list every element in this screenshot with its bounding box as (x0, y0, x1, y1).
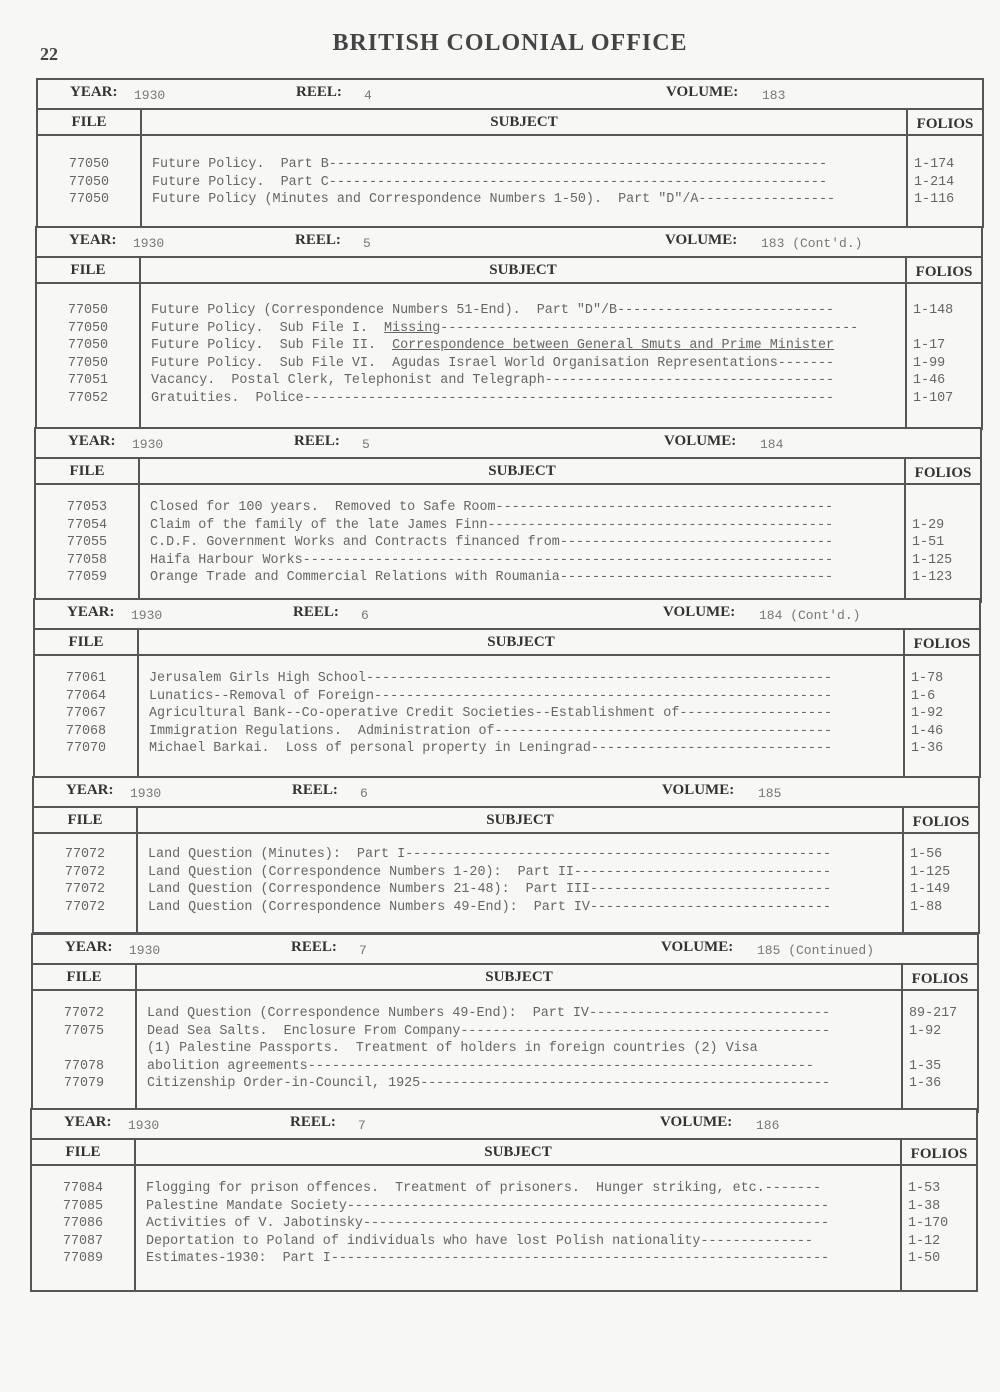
file-numbers-column (32, 1166, 136, 1290)
folio-range: 1-53 (908, 1181, 941, 1196)
subject-entry: Land Question (Correspondence Numbers 49-End): Part IV------------------------------ (148, 899, 832, 915)
file-number: 77089 (62, 1251, 104, 1267)
section-header (35, 226, 983, 256)
volume-label: VOLUME: (665, 232, 738, 248)
folio-range: 1-17 (913, 338, 946, 354)
year-value: 1930 (128, 1118, 160, 1133)
reel-label: REEL: (291, 939, 337, 955)
section-header (33, 598, 981, 628)
subject-entry: Citizenship Order-in-Council, 1925--------------------------------------------------- (147, 1076, 831, 1092)
subject-entry: Future Policy. Part C-------------------------------------------------------------- (152, 174, 827, 190)
reel-value: 6 (360, 786, 368, 801)
file-column-header: FILE (38, 110, 142, 136)
file-number: 77072 (63, 1006, 105, 1021)
file-number: 77086 (62, 1216, 104, 1232)
underlined-subject-text: Correspondence between General Smuts and Prime Minister (392, 338, 835, 354)
subject-column-header: SUBJECT (142, 110, 906, 136)
volume-label: VOLUME: (662, 782, 735, 798)
folios-column-header: FOLIOS (902, 808, 978, 834)
file-number: 77050 (67, 320, 109, 336)
file-column-header: FILE (37, 258, 141, 284)
subject-entry: Future Policy. Part B-------------------------------------------------------------- (152, 157, 827, 172)
folio-range: 1-36 (909, 1076, 942, 1092)
folio-range: 1-214 (914, 174, 955, 190)
reel-value: 7 (358, 1118, 366, 1133)
folio-range: 89-217 (909, 1006, 958, 1021)
volume-label: VOLUME: (660, 1114, 733, 1130)
subject-entry: Agricultural Bank--Co-operative Credit Societies--Establishment of------------------- (149, 706, 833, 722)
section-header (32, 776, 980, 806)
subject-entry: Deportation to Poland of individuals who have lost Polish nationality-------------- (146, 1233, 813, 1249)
folios-column-header: FOLIOS (906, 110, 982, 136)
file-number: 77050 (67, 338, 109, 354)
file-number: 77055 (66, 535, 108, 551)
year-label: YEAR: (64, 1114, 112, 1130)
file-column-header: FILE (36, 459, 140, 485)
subject-entry: Orange Trade and Commercial Relations with Roumania---------------------------------- (150, 570, 834, 586)
folio-range: 1-149 (910, 882, 951, 898)
section-header (30, 1108, 978, 1138)
subject-column-header: SUBJECT (137, 965, 901, 991)
folios-column (900, 1166, 976, 1290)
reel-label: REEL: (294, 433, 340, 449)
subject-entry: Closed for 100 years. Removed to Safe Room------------------------------------------ (150, 500, 834, 515)
reel-label: REEL: (295, 232, 341, 248)
section-header (34, 427, 982, 457)
file-table (34, 457, 982, 603)
volume-label: VOLUME: (664, 433, 737, 449)
volume-section (33, 598, 981, 778)
file-column-header: FILE (35, 630, 139, 656)
subjects-column (142, 136, 906, 226)
volume-value: 183 (762, 88, 786, 103)
subject-entry: Future Policy. Sub File I. Missing---------------------------------------------------- (151, 320, 859, 336)
folio-range: 1-123 (912, 570, 953, 586)
folio-range: 1-148 (913, 303, 954, 318)
reel-value: 4 (364, 88, 372, 103)
folio-range: 1-56 (910, 847, 943, 862)
folio-range: 1-46 (911, 723, 944, 739)
folio-range: 1-78 (911, 671, 944, 686)
subject-entry: Flogging for prison offences. Treatment of prisoners. Hunger striking, etc.------- (146, 1181, 821, 1196)
file-table (36, 108, 984, 228)
subject-entry: Dead Sea Salts. Enclosure From Company---------------------------------------------- (147, 1023, 831, 1039)
subject-column-header: SUBJECT (138, 808, 902, 834)
file-number: 77052 (67, 390, 109, 406)
subject-entry: Palestine Mandate Society------------------------------------------------------------ (146, 1198, 830, 1214)
reel-value: 5 (363, 236, 371, 251)
subject-column-header: SUBJECT (139, 630, 903, 656)
folio-range: 1-29 (912, 517, 945, 533)
file-numbers-column (35, 656, 139, 776)
subject-entry: Future Policy (Correspondence Numbers 51-End). Part "D"/B--------------------------- (151, 303, 835, 318)
folio-range: 1-107 (913, 390, 954, 406)
file-number: 77059 (66, 570, 108, 586)
folios-column (902, 834, 978, 932)
file-numbers-column (34, 834, 138, 932)
volume-section (32, 776, 980, 934)
subject-entry: Michael Barkai. Loss of personal property in Leningrad------------------------------ (149, 741, 833, 757)
volume-label: VOLUME: (666, 84, 739, 100)
subject-column-header: SUBJECT (136, 1140, 900, 1166)
reel-value: 5 (362, 437, 370, 452)
folio-range: 1-51 (912, 535, 945, 551)
subjects-column (136, 1166, 900, 1290)
file-number: 77067 (65, 706, 107, 722)
folio-range (912, 499, 980, 517)
subject-entry: Land Question (Correspondence Numbers 21-48): Part III------------------------------ (148, 882, 832, 898)
volume-value: 186 (756, 1118, 780, 1133)
subject-entry: Jerusalem Girls High School---------------------------------------------------------- (149, 671, 833, 686)
folio-range: 1-174 (914, 157, 955, 172)
subjects-column (139, 656, 903, 776)
folios-column-header: FOLIOS (901, 965, 977, 991)
file-number: 77050 (67, 355, 109, 371)
subject-entry: Gratuities. Police------------------------------------------------------------------ (151, 390, 835, 406)
page-title: BRITISH COLONIAL OFFICE (332, 30, 688, 56)
folio-range: 1-38 (908, 1198, 941, 1214)
volume-label: VOLUME: (661, 939, 734, 955)
file-number: 77050 (68, 174, 110, 190)
volume-label: VOLUME: (663, 604, 736, 620)
year-label: YEAR: (70, 84, 118, 100)
page-number: 22 (40, 44, 58, 64)
subject-entry: Claim of the family of the late James Finn------------------------------------------- (150, 517, 834, 533)
subject-column-header: SUBJECT (140, 459, 904, 485)
file-table (30, 1138, 978, 1292)
file-number: 77053 (66, 500, 108, 515)
folios-column-header: FOLIOS (904, 459, 980, 485)
folios-column (905, 284, 981, 428)
folio-range: 1-46 (913, 373, 946, 389)
subjects-column (138, 834, 902, 932)
folio-range: 1-12 (908, 1233, 941, 1249)
folios-column-header: FOLIOS (905, 258, 981, 284)
file-number: 77050 (67, 303, 109, 318)
year-value: 1930 (134, 88, 166, 103)
file-number: 77064 (65, 688, 107, 704)
volume-value: 184 (Cont'd.) (759, 608, 861, 623)
file-number: 77072 (64, 882, 106, 898)
folios-column (906, 136, 982, 226)
subject-entry: Immigration Regulations. Administration of------------------------------------------ (149, 723, 833, 739)
file-table (35, 256, 983, 430)
volume-section (31, 933, 979, 1113)
folios-column-header: FOLIOS (903, 630, 979, 656)
subject-entry: Future Policy (Minutes and Correspondence Numbers 1-50). Part "D"/A----------------- (152, 192, 836, 208)
file-numbers-column (36, 485, 140, 601)
volume-section (36, 78, 984, 228)
file-number: 77054 (66, 517, 108, 533)
subject-column-header: SUBJECT (141, 258, 905, 284)
subject-entry: Land Question (Minutes): Part I----------------------------------------------------- (148, 847, 832, 862)
year-value: 1930 (129, 943, 161, 958)
year-value: 1930 (133, 236, 165, 251)
file-number: 77072 (64, 847, 106, 862)
year-label: YEAR: (68, 433, 116, 449)
folio-range: 1-99 (913, 355, 946, 371)
underlined-subject-text: Missing (384, 320, 441, 336)
reel-label: REEL: (296, 84, 342, 100)
folio-range: 1-35 (909, 1058, 942, 1074)
folio-range: 1-50 (908, 1251, 941, 1267)
subjects-column (140, 485, 904, 601)
subject-entry: Land Question (Correspondence Numbers 49-End): Part IV------------------------------ (147, 1006, 831, 1021)
section-header (31, 933, 979, 963)
reel-label: REEL: (293, 604, 339, 620)
subject-entry: Lunatics--Removal of Foreign--------------------------------------------------------- (149, 688, 833, 704)
folio-range: 1-92 (911, 706, 944, 722)
file-number: 77068 (65, 723, 107, 739)
reel-value: 6 (361, 608, 369, 623)
subject-entry: C.D.F. Government Works and Contracts financed from---------------------------------- (150, 535, 834, 551)
subject-entry: Activities of V. Jabotinsky---------------------------------------------------------- (146, 1216, 830, 1232)
reel-value: 7 (359, 943, 367, 958)
file-number: 77050 (68, 157, 110, 172)
file-number: 77079 (63, 1076, 105, 1092)
file-table (31, 963, 979, 1113)
volume-value: 185 (758, 786, 782, 801)
reel-label: REEL: (290, 1114, 336, 1130)
subjects-column (137, 991, 901, 1111)
subject-entry: (1) Palestine Passports. Treatment of holders in foreign countries (2) Visa abolition agreements--------------------------------------------------------------- (147, 1041, 814, 1074)
year-label: YEAR: (69, 232, 117, 248)
file-number: 77058 (66, 552, 108, 568)
file-column-header: FILE (34, 808, 138, 834)
year-value: 1930 (130, 786, 162, 801)
file-column-header: FILE (32, 1140, 136, 1166)
folio-range: 1-125 (910, 864, 951, 880)
subject-entry: Haifa Harbour Works------------------------------------------------------------------ (150, 552, 834, 568)
subject-entry: Estimates-1930: Part I-------------------------------------------------------------- (146, 1251, 830, 1267)
volume-section (35, 226, 983, 430)
folio-range: 1-116 (914, 192, 955, 208)
year-label: YEAR: (66, 782, 114, 798)
file-number: 77072 (64, 864, 106, 880)
file-numbers-column (33, 991, 137, 1111)
folios-column (904, 485, 980, 601)
folio-range (913, 320, 981, 338)
year-label: YEAR: (65, 939, 113, 955)
volume-section (30, 1108, 978, 1292)
file-number: 77087 (62, 1233, 104, 1249)
folios-column-header: FOLIOS (900, 1140, 976, 1166)
year-label: YEAR: (67, 604, 115, 620)
file-column-header: FILE (33, 965, 137, 991)
file-number: 77084 (62, 1181, 104, 1196)
folio-range: 1-6 (911, 688, 936, 704)
file-number: 77051 (67, 373, 109, 389)
volume-section (34, 427, 982, 603)
file-table (32, 806, 980, 934)
volume-value: 184 (760, 437, 784, 452)
volume-value: 185 (Continued) (757, 943, 875, 958)
folio-range: 1-36 (911, 741, 944, 757)
volume-value: 183 (Cont'd.) (761, 236, 863, 251)
file-number: 77061 (65, 671, 107, 686)
file-number: 77070 (65, 741, 107, 757)
file-numbers-column (37, 284, 141, 428)
file-number: 77072 (64, 899, 106, 915)
file-numbers-column (38, 136, 142, 226)
folios-column (903, 656, 979, 776)
subject-entry: Vacancy. Postal Clerk, Telephonist and Telegraph------------------------------------ (151, 373, 835, 389)
folio-range: 1-92 (909, 1023, 942, 1039)
folio-range: 1-88 (910, 899, 943, 915)
subject-entry: Future Policy. Sub File VI. Agudas Israel World Organisation Representations------- (151, 355, 835, 371)
file-number: 77050 (68, 192, 110, 208)
folios-column (901, 991, 977, 1111)
file-number: 77078 (63, 1058, 105, 1074)
subject-entry: Future Policy. Sub File II. Correspondence between General Smuts and Prime Minister (151, 338, 835, 354)
year-value: 1930 (131, 608, 163, 623)
subject-entry: Land Question (Correspondence Numbers 1-20): Part II-------------------------------- (148, 864, 832, 880)
year-value: 1930 (132, 437, 164, 452)
subjects-column (141, 284, 905, 428)
reel-label: REEL: (292, 782, 338, 798)
file-table (33, 628, 981, 778)
section-header (36, 78, 984, 108)
file-number: 77085 (62, 1198, 104, 1214)
folio-range: 1-170 (908, 1216, 949, 1232)
folio-range: 1-125 (912, 552, 953, 568)
file-number: 77075 (63, 1023, 105, 1039)
